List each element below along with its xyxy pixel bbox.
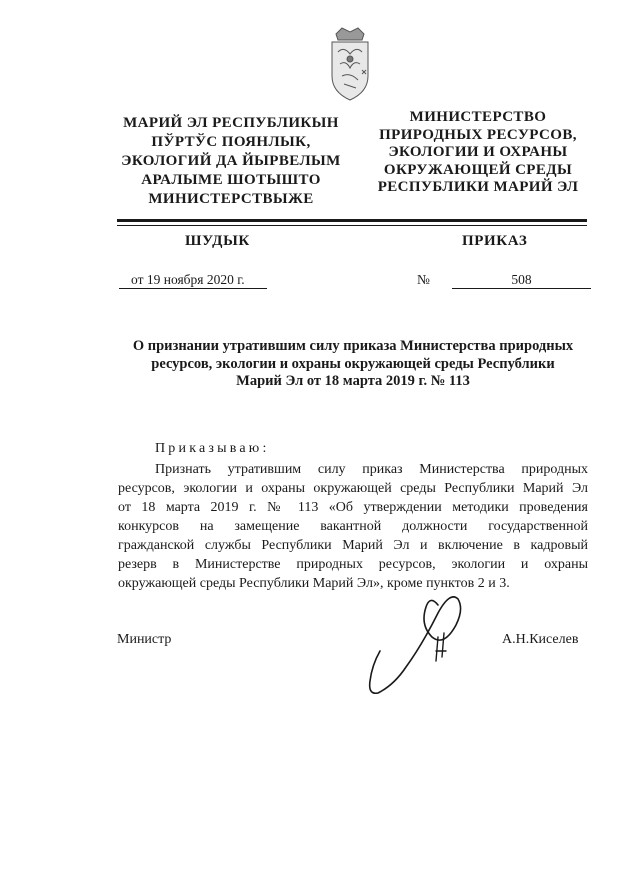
body-line: резерв в Министерстве природных ресурсов, экологии и охраны: [118, 557, 588, 572]
signatory-title: Министр: [117, 632, 172, 647]
body-line: окружающей среды Республики Марий Эл», кроме пунктов 2 и 3.: [118, 576, 510, 591]
header-left-line: ПЎРТЎС ПОЯНЛЫК,: [151, 134, 311, 150]
doc-type-russian: ПРИКАЗ: [462, 233, 528, 249]
doc-type-mari: ШУДЫК: [185, 233, 250, 249]
order-number: 508: [452, 272, 591, 289]
header-left-line: МАРИЙ ЭЛ РЕСПУБЛИКЫН: [123, 115, 339, 131]
body-line: ресурсов, экологии и охраны окружающей среды Республики Марий Эл: [118, 481, 588, 496]
body-line: гражданской службы Республики Марий Эл и включение в кадровый: [118, 538, 588, 553]
order-body: [118, 460, 588, 593]
body-line: от 18 марта 2019 г. № 113 «Об утверждении методики проведения: [118, 500, 588, 515]
signatory-name: А.Н.Киселев: [502, 632, 579, 647]
body-line: Признать утратившим силу приказ Министерства природных: [155, 462, 588, 477]
header-left-line: МИНИСТЕРСТВЫЖЕ: [148, 191, 314, 207]
header-right-line: ПРИРОДНЫХ РЕСУРСОВ,: [379, 126, 577, 143]
subject-line: О признании утратившим силу приказа Министерства природных: [132, 338, 574, 354]
header-left-ministry-name: [112, 114, 350, 209]
header-right-ministry-name: [372, 109, 584, 197]
number-label: №: [417, 272, 430, 287]
header-left-line: ЭКОЛОГИЙ ДА ЙЫРВЕЛЫМ: [121, 153, 341, 169]
subject-line: ресурсов, экологии и охраны окружающей среды Республики: [151, 355, 555, 372]
header-right-line: РЕСПУБЛИКИ МАРИЙ ЭЛ: [377, 179, 579, 195]
handwritten-signature-icon: [360, 585, 480, 705]
header-right-line: МИНИСТЕРСТВО: [409, 109, 547, 125]
coat-of-arms-icon: [322, 26, 378, 106]
order-date: от 19 ноября 2020 г.: [119, 272, 267, 289]
subject-line: Марий Эл от 18 марта 2019 г. № 113: [236, 373, 470, 389]
header-divider-thick: [117, 219, 587, 222]
header-divider-thin: [117, 225, 587, 226]
header-right-line: ОКРУЖАЮЩЕЙ СРЕДЫ: [383, 161, 573, 178]
header-right-line: ЭКОЛОГИИ И ОХРАНЫ: [388, 144, 568, 160]
order-word: Приказываю:: [155, 441, 270, 456]
header-left-line: АРАЛЫМЕ ШОТЫШТО: [141, 172, 321, 188]
order-subject: [108, 338, 598, 391]
body-line: конкурсов на замещение вакантной должности государственной: [118, 519, 588, 534]
